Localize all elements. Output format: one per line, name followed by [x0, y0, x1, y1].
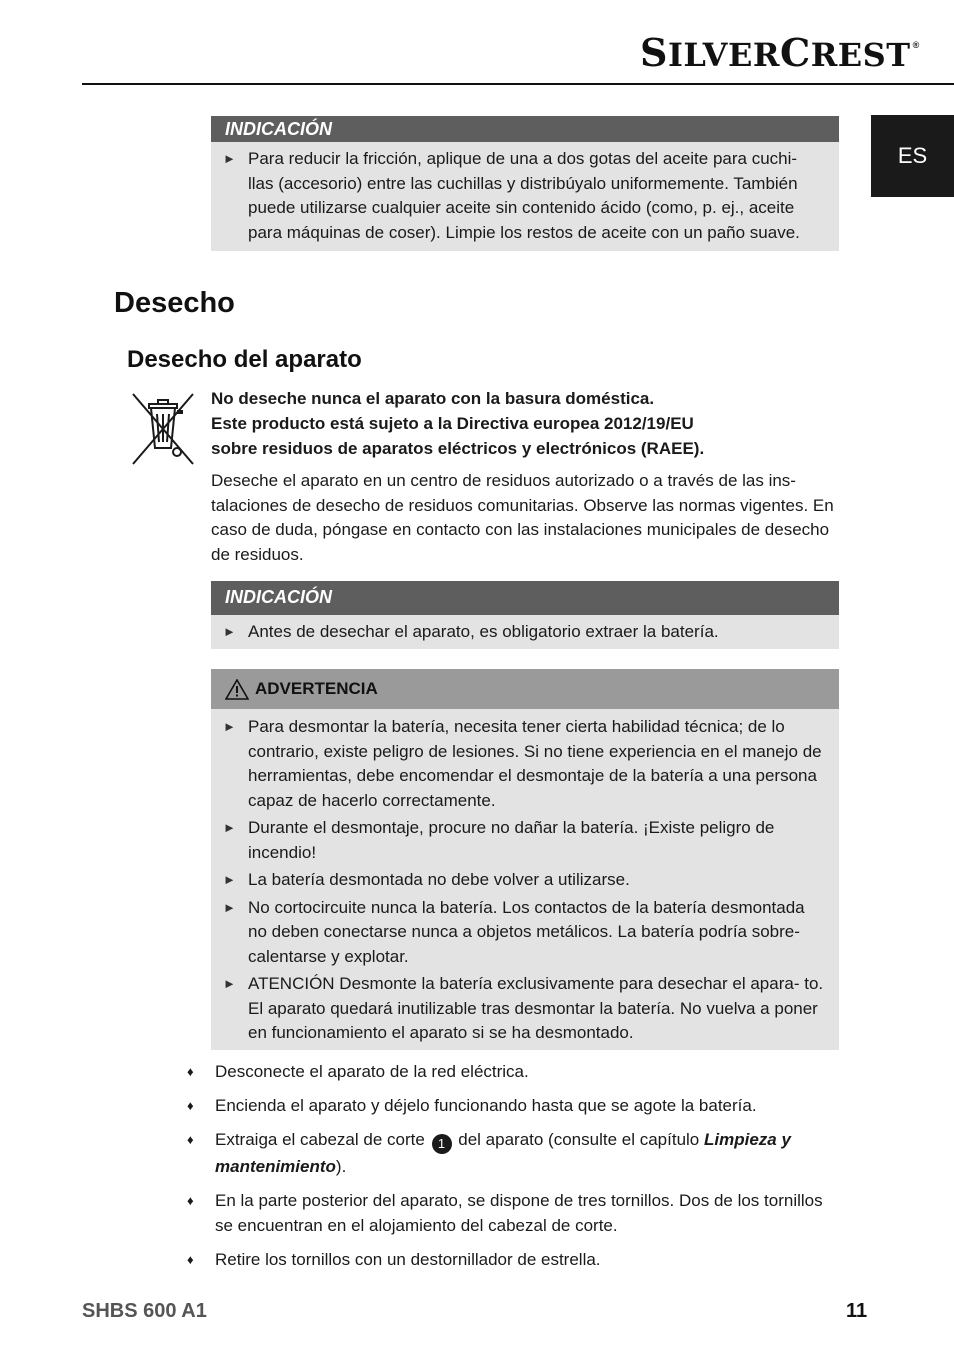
diamond-bullet-icon: ♦	[187, 1252, 194, 1267]
brand-logo	[640, 30, 920, 75]
arrow-bullet-icon: ►	[223, 151, 236, 166]
step-item: ♦ Desconecte el aparato de la red eléctrica.	[183, 1059, 843, 1084]
disposal-paragraph: Deseche el aparato en un centro de residuos autorizado o a través de las ins- talaciones de desecho de residuos comunitarias. Observe las normas vigentes. En caso de duda, póngase en contacto con las instalaciones municipales de desecho de residuos.	[211, 471, 834, 564]
warning-item: ► ATENCIÓN Desmonte la batería exclusivamente para desechar el apara- to. El aparato quedará inutilizable tras desmontar la batería. No vuelva a poner en funcionamiento el aparato si se ha desmontado.	[221, 972, 825, 1046]
warning-item: ► La batería desmontada no debe volver a utilizarse.	[221, 868, 825, 893]
language-tab: ES	[871, 115, 954, 197]
step-item: ♦ Retire los tornillos con un destornillador de estrella.	[183, 1247, 843, 1272]
header-rule	[82, 83, 954, 85]
arrow-bullet-icon: ►	[223, 624, 236, 639]
warning-triangle-icon	[225, 679, 249, 700]
note-box-lubrication	[211, 116, 839, 251]
warning-box	[211, 669, 839, 1050]
logo-text: ILVER	[667, 36, 780, 74]
registered-mark: ®	[912, 40, 920, 50]
arrow-bullet-icon: ►	[223, 899, 236, 915]
note-title: INDICACIÓN	[211, 116, 839, 142]
logo-letter: C	[779, 30, 811, 75]
step-item: ♦ En la parte posterior del aparato, se dispone de tres tornillos. Dos de los tornillos se encuentran en el alojamiento del cabezal de corte.	[183, 1188, 843, 1238]
arrow-bullet-icon: ►	[223, 719, 236, 734]
diamond-bullet-icon: ♦	[187, 1193, 194, 1208]
logo-text: REST	[810, 36, 911, 74]
page-number: 11	[846, 1300, 868, 1322]
chapter-reference: Limpieza y mantenimiento	[215, 1130, 791, 1176]
arrow-bullet-icon: ►	[223, 820, 236, 835]
warning-item: ► Durante el desmontaje, procure no dañar la batería. ¡Existe peligro de incendio!	[221, 816, 825, 865]
note-item: ► Para reducir la fricción, aplique de una a dos gotas del aceite para cuchi- llas (accesorio) entre las cuchillas y distribúyalo uniformemente. También puede utilizarse cualquier aceite sin contenido ácido (como, p. ej., aceite para máquinas de coser). Limpie los restos de aceite con un paño suave.	[221, 147, 825, 245]
crossed-bin-icon	[131, 390, 195, 466]
warning-item: ► No cortocircuite nunca la batería. Los contactos de la batería desmontada no deben conectarse nunca a objetos metálicos. La batería podría sobre- calentarse y explotar.	[221, 896, 825, 970]
diamond-bullet-icon: ♦	[187, 1132, 194, 1147]
arrow-bullet-icon: ►	[223, 976, 236, 991]
diamond-bullet-icon: ♦	[187, 1098, 194, 1113]
warning-item: ► Para desmontar la batería, necesita tener cierta habilidad técnica; de lo contrario, existe peligro de lesiones. Si no tiene experiencia en el manejo de herramientas, debe encomendar el desmontaje de la batería a una persona capaz de hacerlo correctamente.	[221, 715, 825, 813]
note-box-battery	[211, 581, 839, 649]
warning-title: ADVERTENCIA	[255, 679, 378, 698]
step-item: ♦ Encienda el aparato y déjelo funcionando hasta que se agote la batería.	[183, 1093, 843, 1118]
note-title: INDICACIÓN	[211, 581, 839, 615]
diamond-bullet-icon: ♦	[187, 1064, 194, 1079]
part-number-badge: 1	[432, 1134, 452, 1154]
step-item: ♦ Extraiga el cabezal de corte 1 del aparato (consulte el capítulo Limpieza y mantenimiento).	[183, 1127, 843, 1179]
logo-letter: S	[640, 30, 668, 75]
step-list	[183, 1059, 843, 1272]
warning-header	[211, 669, 839, 709]
subsection-title: Desecho del aparato	[127, 346, 362, 373]
footer-model: SHBS 600 A1	[82, 1300, 207, 1322]
weee-warning: No deseche nunca el aparato con la basura doméstica. Este producto está sujeto a la Directiva europea 2012/19/EU sobre residuos de aparatos eléctricos y electrónicos (RAEE).	[211, 389, 705, 458]
note-item: ► Antes de desechar el aparato, es obligatorio extraer la batería.	[221, 620, 825, 645]
arrow-bullet-icon: ►	[223, 872, 236, 887]
section-title: Desecho	[114, 287, 235, 319]
